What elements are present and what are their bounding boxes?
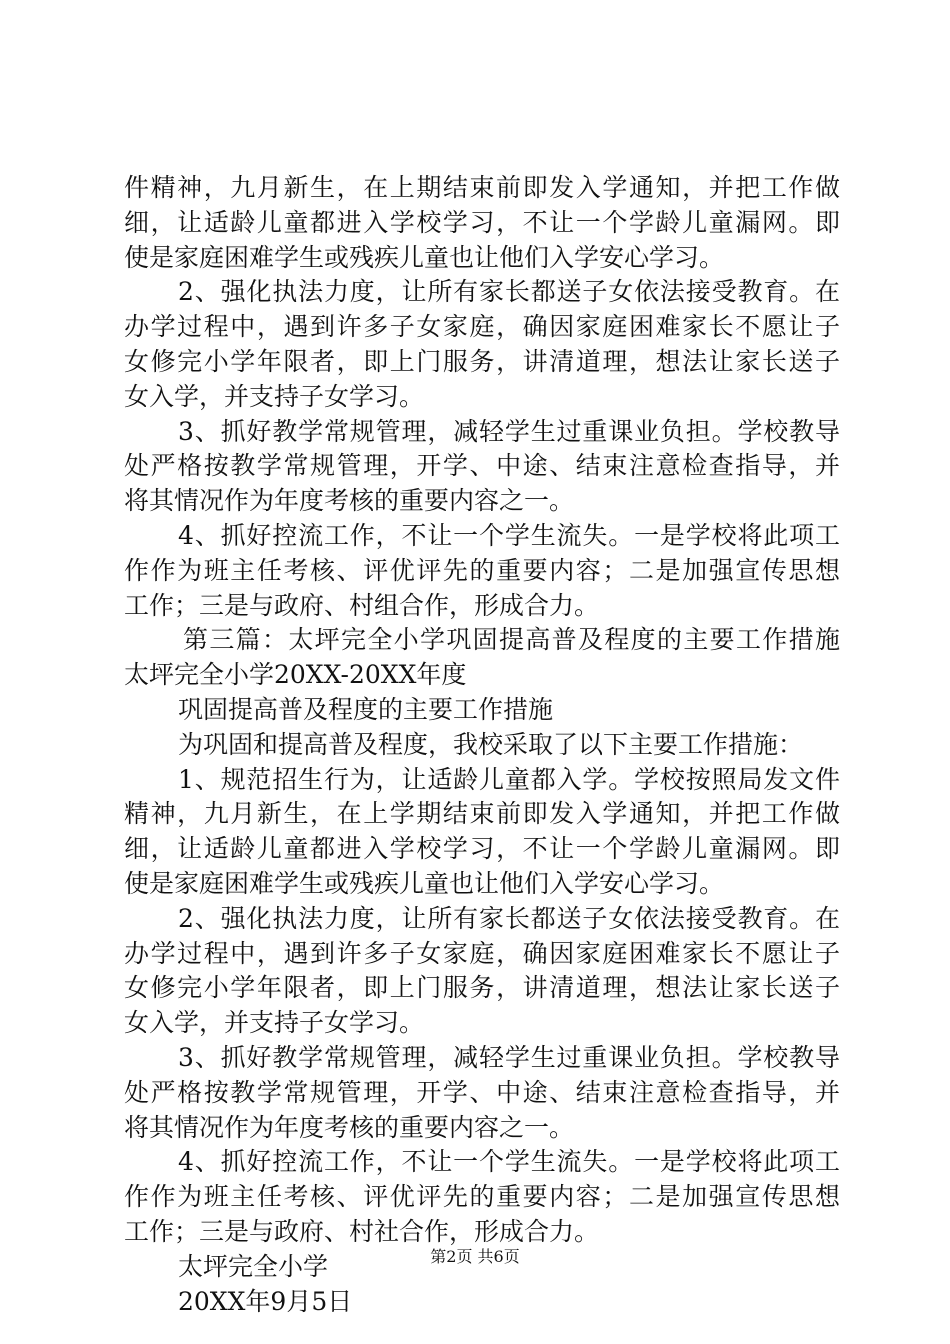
text-line: 处严格按教学常规管理，开学、中途、结束注意检查指导，并 (124, 1077, 840, 1107)
signature-date: 20XX年9月5日 (178, 1286, 353, 1316)
text-line: 精神，九月新生，在上学期结束前即发入学通知，并把工作做 (124, 799, 840, 829)
text-line: 4、抓好控流工作，不让一个学生流失。一是学校将此项工 (178, 520, 840, 550)
text-line: 细，让适龄儿童都进入学校学习，不让一个学龄儿童漏网。即 (124, 207, 840, 237)
text-line: 件精神，九月新生，在上期结束前即发入学通知，并把工作做 (124, 173, 840, 202)
text-line: 女修完小学年限者，即上门服务，讲清道理，想法让家长送子 (124, 346, 840, 376)
text-line: 将其情况作为年度考核的重要内容之一。 (124, 1112, 575, 1142)
text-line: 将其情况作为年度考核的重要内容之一。 (124, 486, 575, 516)
text-line: 3、抓好教学常规管理，减轻学生过重课业负担。学校教导 (178, 416, 840, 446)
text-line: 作作为班主任考核、评优评先的重要内容；二是加强宣传思想 (124, 1182, 840, 1212)
text-line: 女入学，并支持子女学习。 (124, 381, 425, 411)
text-line: 工作；三是与政府、村社合作，形成合力。 (124, 1216, 600, 1246)
text-line: 2、强化执法力度，让所有家长都送子女依法接受教育。在 (178, 277, 840, 307)
text-line: 巩固提高普及程度的主要工作措施 (178, 694, 554, 724)
text-line: 使是家庭困难学生或残疾儿童也让他们入学安心学习。 (124, 242, 725, 272)
text-line: 3、抓好教学常规管理，减轻学生过重课业负担。学校教导 (178, 1042, 840, 1072)
text-line: 办学过程中，遇到许多子女家庭，确因家庭困难家长不愿让子 (124, 312, 840, 342)
signature-school: 太坪完全小学 (178, 1251, 329, 1281)
text-line: 4、抓好控流工作，不让一个学生流失。一是学校将此项工 (178, 1147, 840, 1177)
text-line: 为巩固和提高普及程度，我校采取了以下主要工作措施： (178, 729, 804, 759)
page-number: 第2页 共6页 (430, 1247, 520, 1266)
text-line: 太坪完全小学20XX-20XX年度 (124, 660, 467, 690)
text-line: 工作；三是与政府、村组合作，形成合力。 (124, 590, 600, 620)
text-line: 使是家庭困难学生或残疾儿童也让他们入学安心学习。 (124, 868, 725, 898)
text-line: 作作为班主任考核、评优评先的重要内容；二是加强宣传思想 (124, 555, 840, 585)
text-line: 女修完小学年限者，即上门服务，讲清道理，想法让家长送子 (124, 973, 840, 1003)
text-line: 女入学，并支持子女学习。 (124, 1008, 425, 1038)
text-line: 细，让适龄儿童都进入学校学习，不让一个学龄儿童漏网。即 (124, 834, 840, 864)
text-line: 1、规范招生行为，让适龄儿童都入学。学校按照局发文件 (178, 764, 840, 794)
text-line: 办学过程中，遇到许多子女家庭，确因家庭困难家长不愿让子 (124, 938, 840, 968)
text-line: 处严格按教学常规管理，开学、中途、结束注意检查指导，并 (124, 451, 840, 481)
text-line: 2、强化执法力度，让所有家长都送子女依法接受教育。在 (178, 903, 840, 933)
document-body (124, 171, 840, 1319)
section-heading: 第三篇：太坪完全小学巩固提高普及程度的主要工作措施 (183, 625, 840, 655)
